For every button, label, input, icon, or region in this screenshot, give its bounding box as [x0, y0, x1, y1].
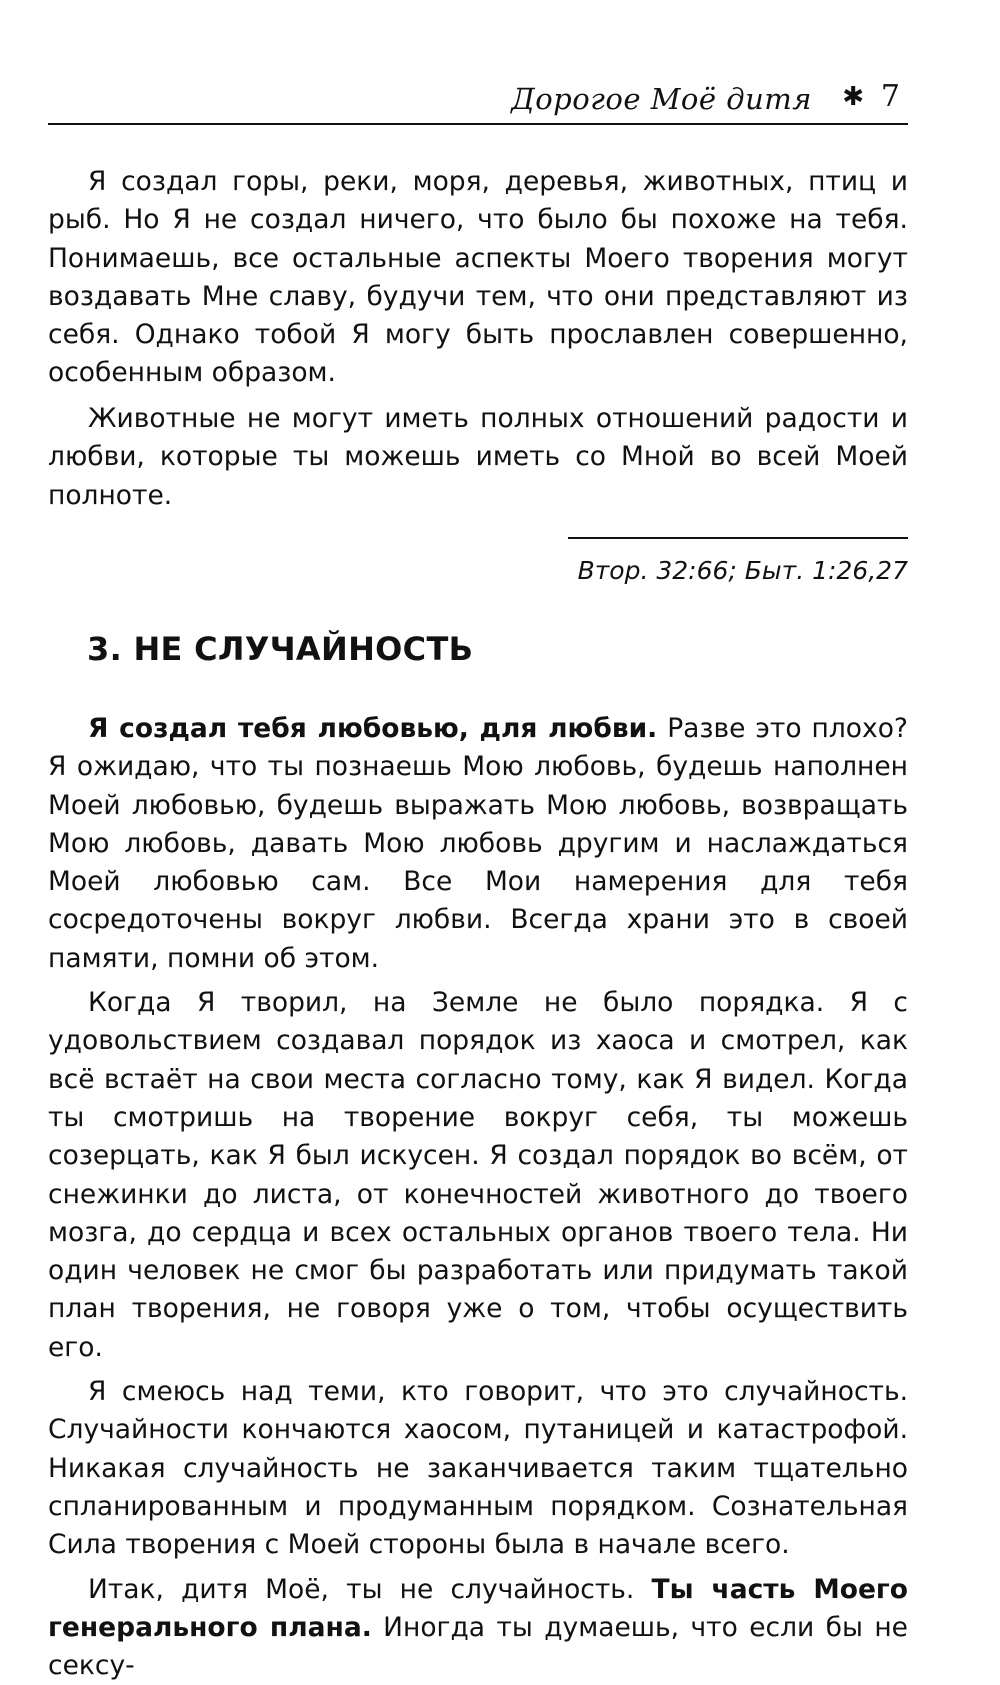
section-body [48, 710, 908, 1685]
reference-divider [568, 537, 908, 539]
section-heading: 3. НЕ СЛУЧАЙНОСТЬ [87, 630, 474, 668]
paragraph: Я создал горы, реки, моря, деревья, животных, птиц и рыб. Но Я не создал ничего, что было бы похоже на тебя. Понимаешь, все остальные аспекты Моего творения могут воздавать Мне славу, будучи тем, что они представляют из себя. Однако тобой Я могу быть прославлен совершенно, особенным образом. [48, 166, 908, 389]
scripture-reference: Втор. 32:66; Быт. 1:26,27 [577, 556, 908, 585]
bold-phrase: Ты часть Моего генерального плана. [48, 1573, 908, 1643]
page-number: 7 [880, 79, 900, 114]
paragraph: Животные не могут иметь полных отношений радости и любви, которые ты можешь иметь со Мной во всей Моей полноте. [48, 403, 908, 511]
paragraph: Когда Я творил, на Земле не было порядка. Я с удовольствием создавал порядок из хаоса и смотрел, как всё встаёт на свои места согласно тому, как Я видел. Когда ты смотришь на творение вокруг себя, ты можешь созерцать, как Я был искусен. Я создал порядок во всём, от снежинки до листа, от конечностей животного до твоего мозга, до сердца и всех остальных органов твоего тела. Ни один человек не смог бы разработать или придумать такой план творения, не говоря уже о том, чтобы осуществить его. [48, 987, 908, 1363]
paragraph: Я смеюсь над теми, кто говорит, что это случайность. Случайности кончаются хаосом, путаницей и катастрофой. Никакая случайность не заканчивается таким тщательно спланированным и продуманным порядком. Сознательная Сила творения с Моей стороны была в начале всего. [48, 1376, 908, 1561]
bold-phrase: Я создал тебя любовью, для любви. [88, 713, 658, 744]
paragraph [48, 1571, 908, 1685]
header-divider [48, 123, 908, 125]
paragraph-text: Итак, дитя Моё, ты не случайность. [88, 1573, 652, 1605]
running-header [48, 78, 908, 122]
paragraph-text: Разве это плохо? Я ожидаю, что ты познаешь Мою любовь, будешь наполнен Моей любовью, будешь выражать Мою любовь, возвращать Мою любовь, давать Мою любовь другим и наслаждаться Моей любовью сам. Все Мои намерения для тебя сосредоточены вокруг любви. Всегда храни это в своей памяти, помни об этом. [48, 713, 908, 974]
paragraph-animals [48, 400, 908, 515]
paragraph-text: Иногда ты думаешь, что если бы не сексу- [48, 1611, 908, 1682]
header-title: Дорогое Моё дитя [511, 82, 812, 116]
paragraph-creation [48, 163, 908, 393]
paragraph [48, 710, 908, 978]
ornament-icon: ✱ [842, 82, 864, 112]
